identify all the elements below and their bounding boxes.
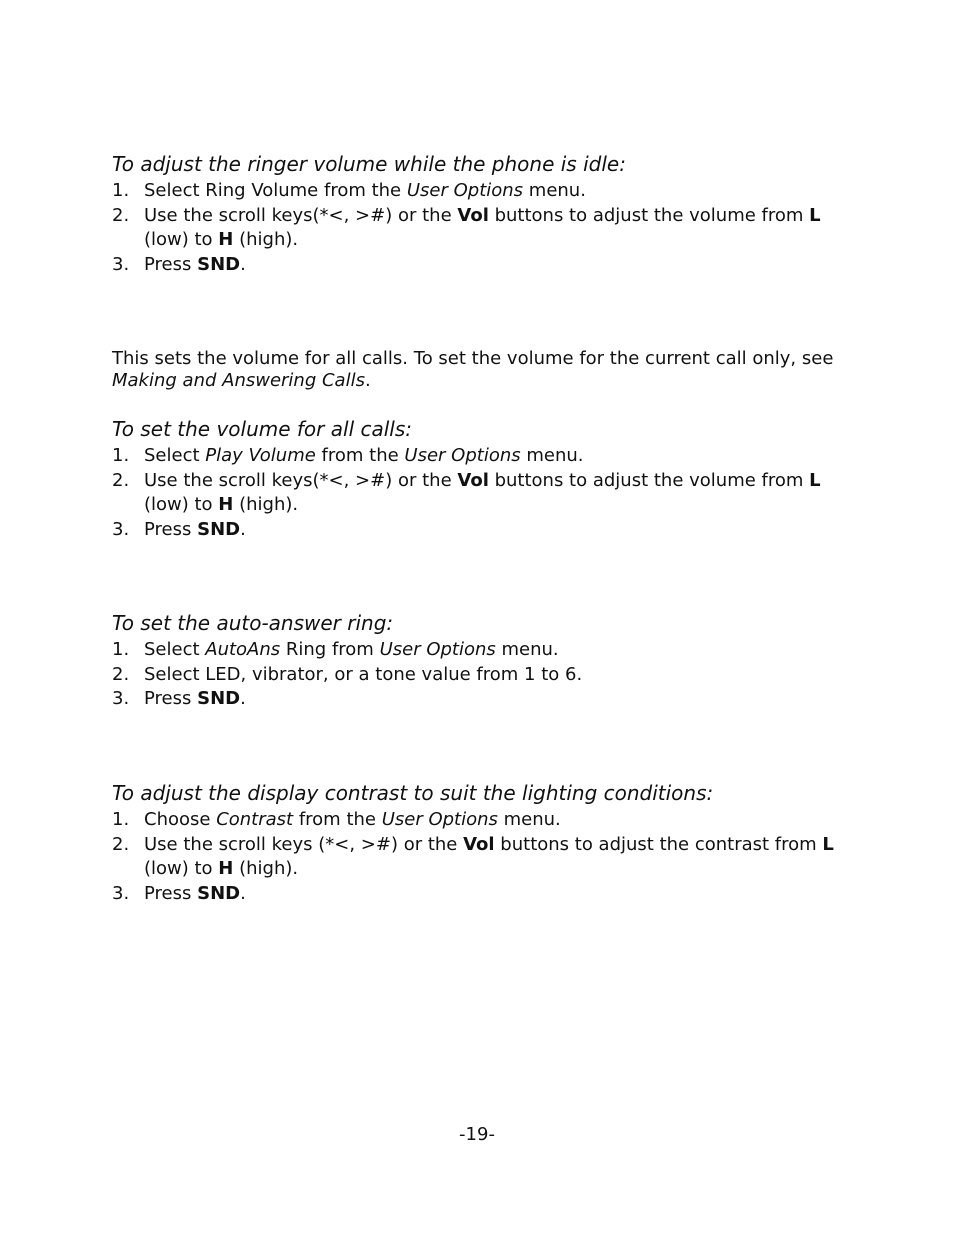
- list-item: 1. Select Play Volume from the User Options menu.: [112, 445, 584, 466]
- list-item: 3. Press SND.: [112, 882, 246, 904]
- list-item: 3. Press SND.: [112, 253, 246, 275]
- list-item: 1. Choose Contrast from the User Options menu.: [112, 809, 561, 830]
- auto-answer-steps: [112, 638, 852, 712]
- contrast-heading: To adjust the display contrast to suit the lighting conditions:: [112, 781, 714, 805]
- list-item: 2. Use the scroll keys (*<, >#) or the Vol buttons to adjust the contrast from L (low) to H (high).: [112, 833, 834, 879]
- ringer-volume-section: [112, 151, 852, 277]
- play-volume-steps: [112, 444, 852, 542]
- play-volume-heading: To set the volume for all calls:: [112, 417, 412, 441]
- list-item: 2. Use the scroll keys(*<, >#) or the Vol buttons to adjust the volume from L (low) to H (high).: [112, 469, 821, 515]
- list-item: 1. Select Ring Volume from the User Options menu.: [112, 180, 586, 201]
- contrast-steps: [112, 808, 852, 906]
- ringer-volume-steps: [112, 179, 852, 277]
- play-volume-intro: This sets the volume for all calls. To set the volume for the current call only, see Making and Answering Calls.: [112, 348, 834, 391]
- page-number: -19-: [459, 1124, 495, 1145]
- list-item: 1. Select AutoAns Ring from User Options menu.: [112, 639, 559, 660]
- list-item: 3. Press SND.: [112, 688, 246, 709]
- list-item: 3. Press SND.: [112, 518, 246, 540]
- list-item: 2. Select LED, vibrator, or a tone value from 1 to 6.: [112, 663, 583, 685]
- play-volume-steps-section: [112, 416, 852, 542]
- ringer-volume-heading: To adjust the ringer volume while the phone is idle:: [112, 152, 626, 176]
- auto-answer-heading: To set the auto-answer ring:: [112, 611, 394, 635]
- list-item: 2. Use the scroll keys(*<, >#) or the Vol buttons to adjust the volume from L (low) to H (high).: [112, 204, 821, 250]
- contrast-section: [112, 780, 852, 906]
- auto-answer-section: [112, 610, 852, 712]
- play-volume-section: [112, 348, 852, 392]
